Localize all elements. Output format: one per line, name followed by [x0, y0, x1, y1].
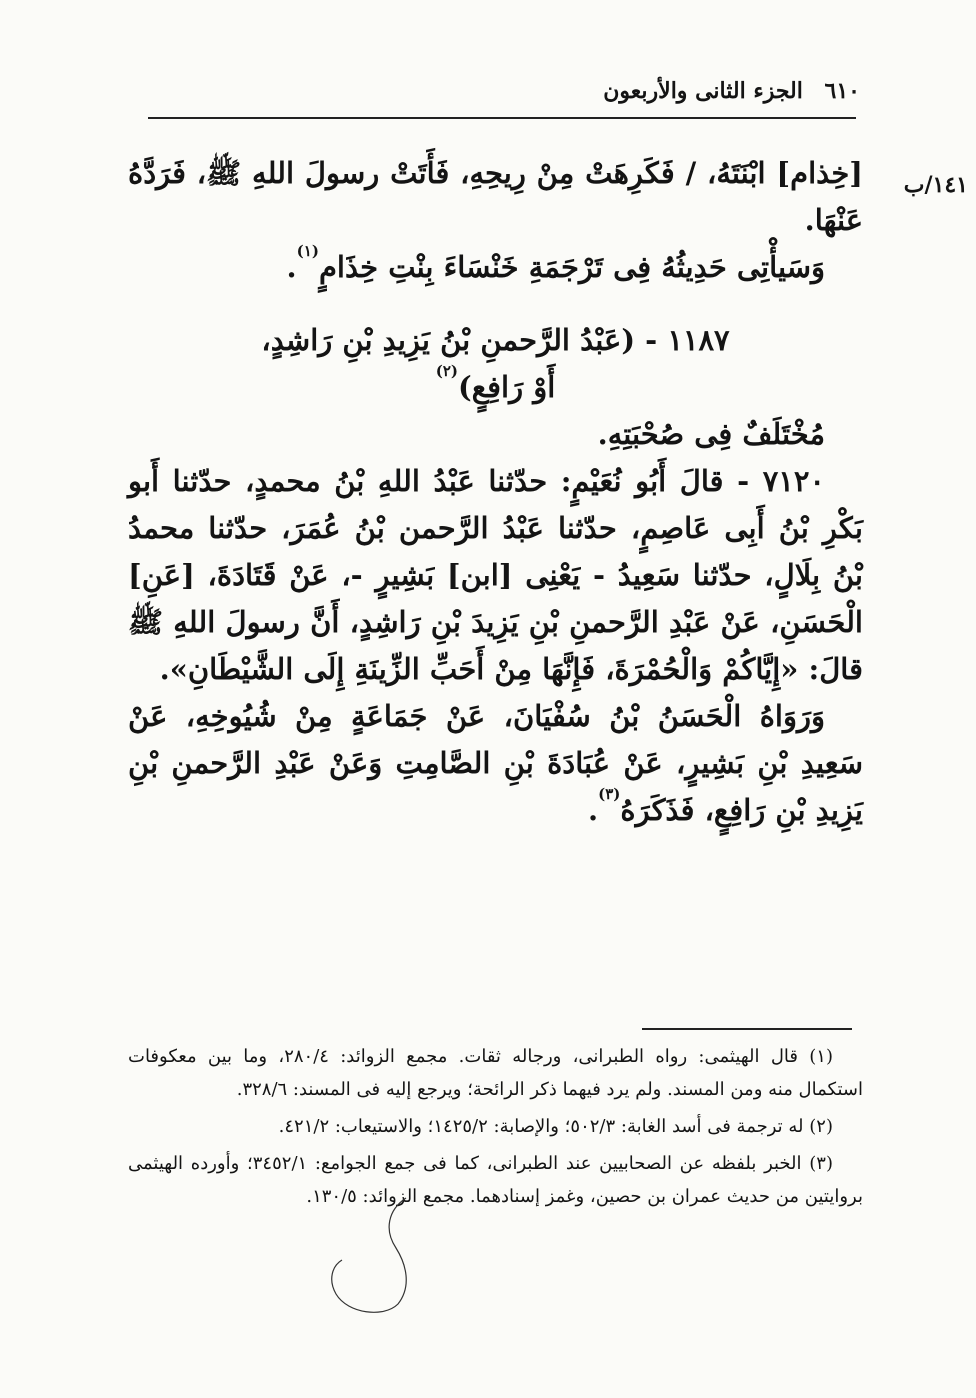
manuscript-folio-note: ١٤١/ب: [903, 172, 968, 198]
footnote-ref-3: (٣): [598, 785, 621, 803]
footnote-3: (٣) الخبر بلفظه عن الصحابيين عند الطبرانى، كما فى جمع الجوامع: ٣٤٥٢/١؛ وأورده الهيثمى بروايتين من حديث عمران بن حصين، وغمز إسنادهما. مجمع الزوائد: ١٣٠/٥.: [128, 1153, 863, 1207]
page-number: ٦١٠: [824, 78, 860, 104]
text-line: [خِذام] ابْنَتَهُ، / فَكَرِهَتْ مِنْ رِيحِهِ، فَأَتَتْ رسولَ اللهِ ﷺ، فَرَدَّهُ عَنْهَا.: [128, 156, 863, 237]
volume-title: الجزء الثانى والأربعون: [603, 78, 803, 104]
main-text: [128, 150, 863, 834]
spacer: [128, 291, 863, 317]
para-text: وَسَيأْتِى حَدِيثُهُ فِى تَرْجَمَةِ خَنْسَاءَ بِنْتِ خِذَامٍ: [318, 250, 825, 284]
header-divider: [148, 117, 856, 119]
footnotes: [128, 1040, 863, 1217]
entry-subtitle: مُخْتَلَفٌ فِى صُحْبَتِهِ.: [597, 417, 825, 451]
para-end: .: [286, 250, 297, 284]
riwaya-end: .: [588, 793, 599, 827]
footnote-2: (٢) له ترجمة فى أسد الغابة: ٥٠٢/٣؛ والإصابة: ١٤٢٥/٢؛ والاستيعاب: ٤٢١/٢.: [278, 1116, 833, 1137]
footnote-ref-2: (٢): [435, 362, 459, 380]
footnote-divider: [642, 1028, 852, 1030]
hadith-paragraph: ٧١٢٠ - قالَ أَبُو نُعَيْمٍ: حدّثنا عَبْدُ اللهِ بْنُ محمدٍ، حدّثنا أَبو بَكْرِ بْنُ أَبِى عَاصِمٍ، حدّثنا عَبْدُ الرَّحمن بْنُ عُمَرَ، حدّثنا محمدُ بْنُ بِلَالٍ، حدّثنا سَعِيدُ - يَعْنِى [ابن] بَشِيرٍ -، عَنْ قَتَادَةَ، [عَنِ] الْحَسَنِ، عَنْ عَبْدِ الرَّحمنِ بْنِ يَزِيدَ بْنِ رَاشِدٍ، أَنَّ رسولَ اللهِ ﷺ قالَ: «إِيَّاكُمْ وَالْحُمْرَةَ، فَإِنَّهَا مِنْ أَحَبِّ الزِّينَةِ إِلَى الشَّيْطَانِ».: [128, 464, 863, 686]
running-header: [560, 78, 860, 104]
entry-title-line2: [128, 364, 863, 411]
riwaya-text: وَرَوَاهُ الْحَسَنُ بْنُ سُفْيَانَ، عَنْ جَمَاعَةٍ مِنْ شُيُوخِهِ، عَنْ سَعِيدِ بْنِ بَشِيرٍ، عَنْ عُبَادَةَ بْنِ الصَّامِتِ وَعَنْ عَبْدِ الرَّحمنِ بْنِ يَزِيدِ بْنِ رَافِعٍ، فَذَكَرَهُ: [128, 699, 863, 827]
footnote-1: (١) قال الهيثمى: رواه الطبرانى، ورجاله ثقات. مجمع الزوائد: ٢٨٠/٤، وما بين معكوفات استكمال منه ومن المسند. ولم يرد فيهما ذكر الرائحة؛ ويرجع إليه فى المسند: ٣٢٨/٦.: [128, 1046, 863, 1100]
footnote-ref-1: (١): [296, 242, 319, 260]
handwritten-pen-mark: [318, 1190, 418, 1320]
cross-reference-paragraph: [128, 244, 863, 291]
entry-title-text: أَوْ رَافِعٍ): [458, 370, 556, 404]
riwaya-paragraph: [128, 693, 863, 834]
entry-title-line1: ١١٨٧ - (عَبْدُ الرَّحمنِ بْنُ يَزِيدِ بْنِ رَاشِدٍ،: [261, 323, 730, 357]
